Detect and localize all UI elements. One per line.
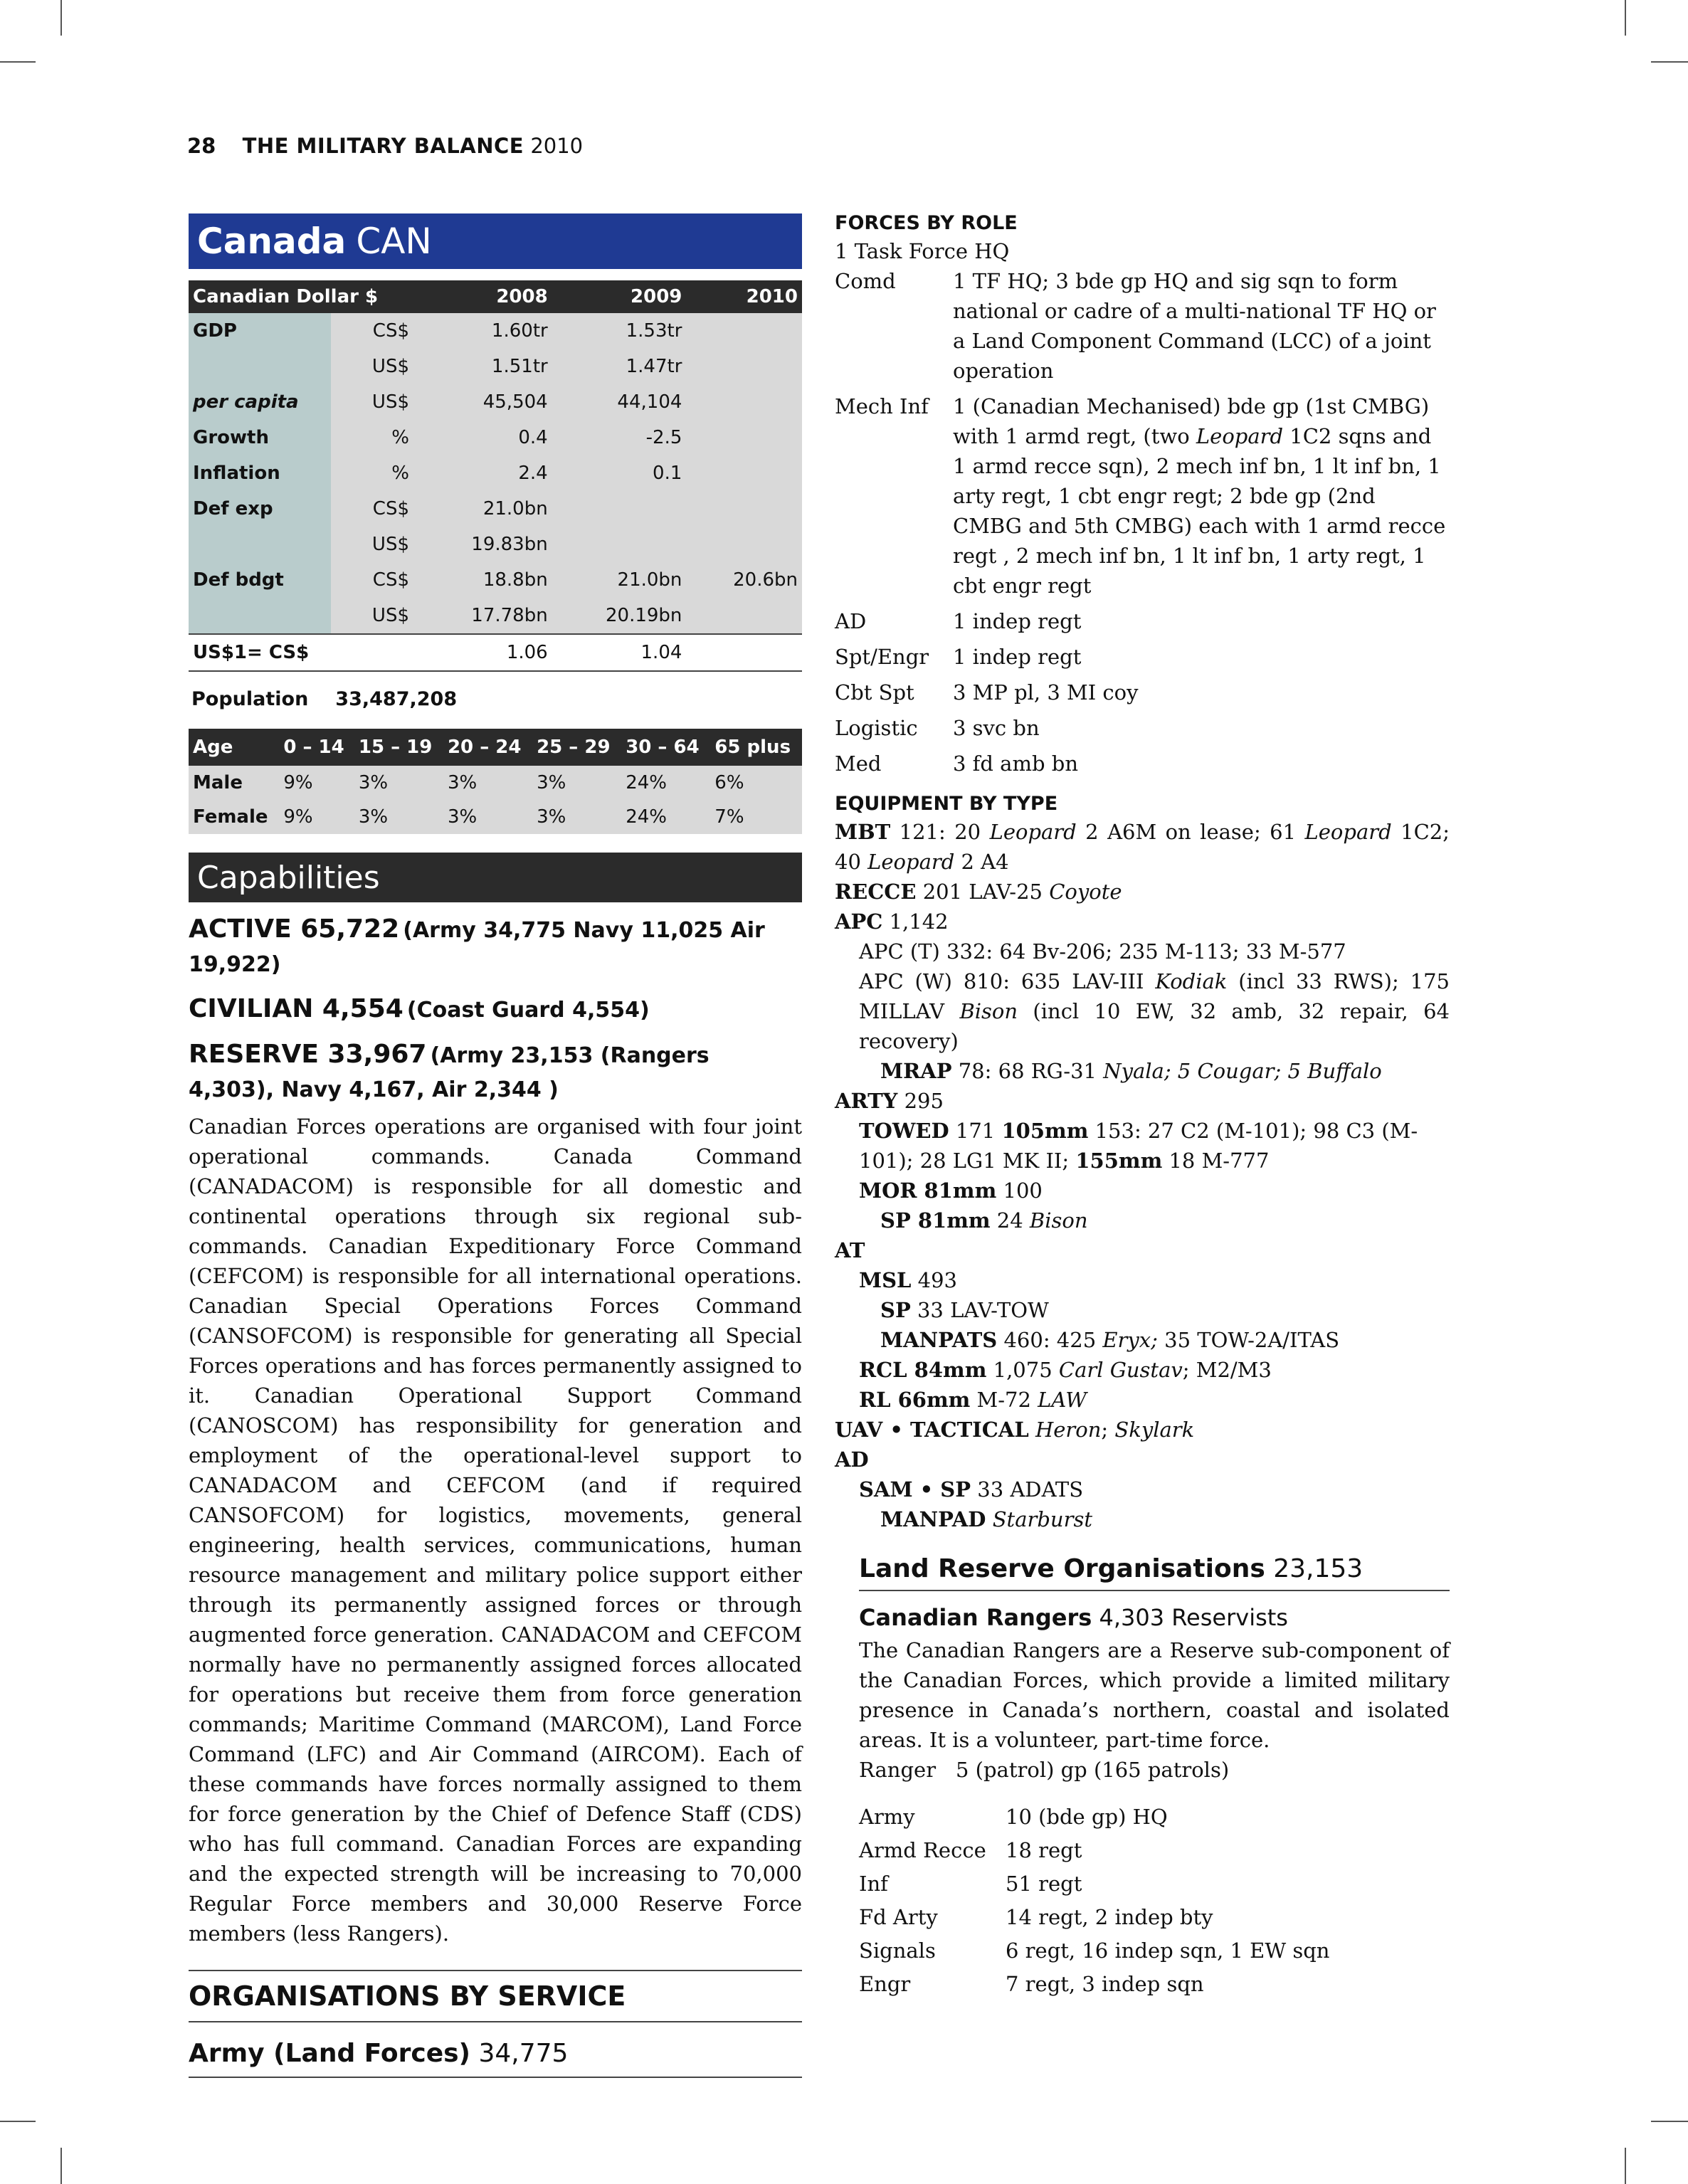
equip-ad bbox=[835, 1445, 1450, 1475]
reserve-desc: 14 regt, 2 indep bty bbox=[1006, 1905, 1213, 1929]
role-row bbox=[835, 266, 1450, 386]
econ-row bbox=[189, 313, 802, 349]
reserve-row bbox=[859, 1901, 1450, 1934]
equip-rl bbox=[835, 1385, 1450, 1415]
age-header: 0 – 14 bbox=[279, 729, 354, 766]
econ-value-2008: 19.83bn bbox=[418, 527, 552, 562]
reserve-key: Fd Arty bbox=[859, 1905, 938, 1929]
econ-header-year: 2009 bbox=[552, 280, 687, 313]
econ-row bbox=[189, 349, 802, 384]
equip-italic: Skylark bbox=[1114, 1418, 1195, 1442]
econ-value-2010 bbox=[686, 384, 802, 420]
role-row bbox=[835, 677, 1450, 707]
econ-value-2010 bbox=[686, 455, 802, 491]
army-heading-value: 34,775 bbox=[478, 2039, 569, 2068]
econ-value-2010 bbox=[686, 598, 802, 634]
equip-text: 1,075 bbox=[986, 1358, 1059, 1382]
equip-mrap bbox=[835, 1056, 1450, 1086]
equip-italic: Leopard bbox=[867, 850, 955, 874]
equip-text: 121: 20 bbox=[890, 820, 990, 844]
econ-header-year: 2008 bbox=[418, 280, 552, 313]
econ-value-2009: -2.5 bbox=[552, 420, 687, 455]
equip-label: RECCE bbox=[835, 880, 917, 904]
age-value: 3% bbox=[532, 766, 621, 800]
equip-text: ; M2/M3 bbox=[1182, 1358, 1272, 1382]
econ-row bbox=[189, 420, 802, 455]
equip-mor bbox=[835, 1176, 1450, 1206]
age-value: 9% bbox=[279, 800, 354, 834]
age-label: Male bbox=[189, 766, 279, 800]
equip-label: APC bbox=[835, 909, 883, 934]
role-key: Mech Inf bbox=[835, 394, 929, 418]
equip-label: MSL bbox=[859, 1268, 912, 1292]
role-row bbox=[835, 642, 1450, 672]
army-heading bbox=[189, 2028, 802, 2078]
role-desc: 1 indep regt bbox=[953, 609, 1082, 633]
role-row bbox=[835, 749, 1450, 779]
equip-italic: Bison bbox=[1029, 1208, 1088, 1233]
equip-italic: Carl Gustav bbox=[1058, 1358, 1183, 1382]
equip-italic: Leopard bbox=[1304, 820, 1392, 844]
econ-currency: US$ bbox=[331, 527, 418, 562]
age-value: 24% bbox=[621, 800, 710, 834]
equip-text bbox=[1029, 1418, 1035, 1442]
active-total: ACTIVE 65,722 bbox=[189, 914, 400, 944]
age-value: 3% bbox=[443, 800, 532, 834]
equip-apc bbox=[835, 907, 1450, 937]
rangers-heading bbox=[859, 1600, 1450, 1635]
econ-value-2008: 17.78bn bbox=[418, 598, 552, 634]
econ-value-2008: 1.51tr bbox=[418, 349, 552, 384]
equip-label: MANPAD bbox=[880, 1507, 986, 1531]
econ-value-2010 bbox=[686, 527, 802, 562]
equip-text: 493 bbox=[911, 1268, 958, 1292]
crop-mark bbox=[60, 0, 62, 36]
ranger-desc: 5 (patrol) gp (165 patrols) bbox=[956, 1758, 1230, 1782]
equip-italic: Kodiak bbox=[1155, 969, 1228, 993]
ranger-row bbox=[859, 1755, 1450, 1785]
reserve-total: RESERVE 33,967 bbox=[189, 1040, 427, 1069]
equip-italic: Heron bbox=[1035, 1418, 1102, 1442]
left-column bbox=[189, 213, 802, 2078]
equip-text bbox=[986, 1507, 992, 1531]
equip-rcl bbox=[835, 1355, 1450, 1385]
equip-text: 24 bbox=[990, 1208, 1030, 1233]
role-key: Comd bbox=[835, 269, 896, 293]
role-key: Cbt Spt bbox=[835, 680, 914, 705]
crop-mark bbox=[1651, 2121, 1688, 2122]
equip-text: 460: 425 bbox=[997, 1328, 1103, 1352]
equip-italic: Leopard bbox=[989, 820, 1077, 844]
publication-year: 2010 bbox=[530, 134, 584, 158]
role-key: Spt/Engr bbox=[835, 645, 929, 669]
rangers-body: The Canadian Rangers are a Reserve sub-component of the Canadian Forces, which provide a limited military presence in Canada’s northern, coastal and isolated areas. It is a volunteer, part-time force. bbox=[859, 1638, 1450, 1752]
exchange-2008: 1.06 bbox=[418, 634, 552, 671]
crop-mark bbox=[0, 61, 36, 63]
equip-manpats bbox=[835, 1325, 1450, 1355]
econ-label: Def exp bbox=[189, 491, 331, 527]
reserve-key: Armd Recce bbox=[859, 1838, 986, 1862]
econ-value-2008: 21.0bn bbox=[418, 491, 552, 527]
age-value: 7% bbox=[710, 800, 802, 834]
role-desc bbox=[953, 391, 1450, 601]
capabilities-body: Canadian Forces operations are organised with four joint operational commands. Canada Command (CANADACOM) is responsible for all domestic and continental operations through six regional sub-commands. Canadian Expeditionary Force Command (CEFCOM) is responsible for all international operations. Canadian Special Operations Forces Command (CANSOFCOM) is responsible for generating all Special Forces operations and has forces permanently assigned to it. Canadian Operational Support Command (CANOSCOM) has responsibility for generation and employment of the operational-level support to CANADACOM and CEFCOM (and if required CANSOFCOM) for logistics, movements, general engineering, health services, communications, human resource management and military police support either through its permanently assigned forces or through augmented force generation. CANADACOM and CEFCOM normally have no permanently assigned forces allocated for operations but receive them from force generation commands; Maritime Command (MARCOM), Land Force Command (LFC) and Air Command (AIRCOM). Each of these commands have forces normally assigned to them for force generation by the Chief of Defence Staff (CDS) who has full command. Canadian Forces are expanding and the expected strength will be increasing to 70,000 Regular Force members and 30,000 Reserve Force members (less Rangers). bbox=[189, 1114, 802, 1946]
equip-text: APC (W) 810: 635 LAV-III bbox=[859, 969, 1156, 993]
page-header bbox=[187, 134, 583, 158]
econ-label: Inflation bbox=[189, 455, 331, 491]
equip-label: MBT bbox=[835, 820, 891, 844]
page-number: 28 bbox=[187, 134, 216, 158]
equip-sp81 bbox=[835, 1206, 1450, 1235]
equip-text: 33 ADATS bbox=[971, 1477, 1084, 1502]
exchange-2010 bbox=[686, 634, 802, 671]
econ-value-2008: 45,504 bbox=[418, 384, 552, 420]
equipment-heading: EQUIPMENT BY TYPE bbox=[835, 793, 1058, 815]
role-desc-italic: Leopard bbox=[1196, 424, 1284, 448]
equip-label: 105mm bbox=[1001, 1119, 1089, 1143]
age-label: Female bbox=[189, 800, 279, 834]
ranger-key: Ranger bbox=[859, 1758, 937, 1782]
econ-header-currency: Canadian Dollar $ bbox=[189, 280, 418, 313]
equip-italic: Coyote bbox=[1049, 880, 1122, 904]
equip-label: RCL 84mm bbox=[859, 1358, 987, 1382]
equip-text: 1,142 bbox=[882, 909, 949, 934]
econ-value-2010 bbox=[686, 349, 802, 384]
organisations-by-service-heading: ORGANISATIONS BY SERVICE bbox=[189, 1970, 802, 2022]
exchange-rate-row bbox=[189, 634, 802, 671]
econ-value-2009: 21.0bn bbox=[552, 562, 687, 598]
role-key: AD bbox=[835, 609, 867, 633]
econ-value-2008: 18.8bn bbox=[418, 562, 552, 598]
reserve-key: Engr bbox=[859, 1972, 911, 1996]
role-desc-part: 1 (Canadian Mechanised) bde gp (1st CMBG) with 1 armd regt, (two bbox=[953, 394, 1430, 448]
equip-label: ARTY bbox=[835, 1089, 898, 1113]
age-value: 9% bbox=[279, 766, 354, 800]
equip-italic: Nyala; 5 Cougar; 5 Buffalo bbox=[1103, 1059, 1382, 1083]
econ-row bbox=[189, 598, 802, 634]
forces-by-role-heading: FORCES BY ROLE bbox=[835, 212, 1018, 234]
exchange-label: US$1= CS$ bbox=[189, 634, 418, 671]
equip-italic: Eryx; bbox=[1102, 1328, 1158, 1352]
equip-label: MOR 81mm bbox=[859, 1178, 997, 1203]
crop-mark bbox=[1625, 2148, 1626, 2184]
role-key: Logistic bbox=[835, 716, 918, 740]
econ-currency: US$ bbox=[331, 384, 418, 420]
equip-text: 1C2; 40 bbox=[835, 820, 1450, 874]
age-header: Age bbox=[189, 729, 279, 766]
equip-text: M-72 bbox=[970, 1388, 1038, 1412]
age-value: 3% bbox=[443, 766, 532, 800]
role-desc-part: 1C2 sqns and 1 armd recce sqn), 2 mech inf bn, 1 lt inf bn, 1 arty regt, 1 cbt engr regt; 2 bde gp (2nd CMBG and 5th CMBG) each with 1 armd recce regt , 2 mech inf bn, 1 lt inf bn, 1 arty regt, 1 cbt engr regt bbox=[953, 424, 1446, 598]
econ-label: GDP bbox=[189, 313, 331, 349]
reserve-row bbox=[859, 1934, 1450, 1968]
equip-text: 18 M-777 bbox=[1162, 1149, 1270, 1173]
right-column bbox=[835, 211, 1450, 2001]
forces-first-line: 1 Task Force HQ bbox=[835, 239, 1010, 263]
age-header: 25 – 29 bbox=[532, 729, 621, 766]
equip-mbt bbox=[835, 817, 1450, 877]
equip-msl bbox=[835, 1265, 1450, 1295]
equip-label: SP 81mm bbox=[880, 1208, 991, 1233]
age-row bbox=[189, 800, 802, 834]
role-desc: 3 fd amb bn bbox=[953, 751, 1078, 776]
econ-row bbox=[189, 455, 802, 491]
age-value: 3% bbox=[532, 800, 621, 834]
land-reserve-name: Land Reserve Organisations bbox=[859, 1554, 1265, 1583]
reserve-desc: 6 regt, 16 indep sqn, 1 EW sqn bbox=[1006, 1938, 1330, 1963]
equip-italic: Starburst bbox=[992, 1507, 1093, 1531]
econ-label bbox=[189, 598, 331, 634]
econ-label: Growth bbox=[189, 420, 331, 455]
reserve-row bbox=[859, 1800, 1450, 1834]
equip-label: 155mm bbox=[1075, 1149, 1163, 1173]
civilian-breakdown: (Coast Guard 4,554) bbox=[406, 998, 650, 1023]
econ-label: Def bdgt bbox=[189, 562, 331, 598]
age-header: 15 – 19 bbox=[354, 729, 443, 766]
equip-text: 35 TOW-2A/ITAS bbox=[1157, 1328, 1340, 1352]
role-row bbox=[835, 391, 1450, 601]
equip-italic: Bison bbox=[959, 999, 1018, 1023]
exchange-2009: 1.04 bbox=[552, 634, 687, 671]
econ-value-2009: 44,104 bbox=[552, 384, 687, 420]
age-header: 65 plus bbox=[710, 729, 802, 766]
age-value: 6% bbox=[710, 766, 802, 800]
country-title-bar bbox=[189, 213, 802, 269]
reserve-section bbox=[835, 1549, 1450, 2001]
capabilities-heading: Capabilities bbox=[189, 853, 802, 902]
equip-label: RL 66mm bbox=[859, 1388, 971, 1412]
econ-currency: CS$ bbox=[331, 313, 418, 349]
equip-arty bbox=[835, 1086, 1450, 1116]
reserve-breakdown: (Army 23,153 (Rangers 4,303), Navy 4,167, Air 2,344 ) bbox=[189, 1043, 710, 1102]
equip-manpad bbox=[835, 1504, 1450, 1534]
econ-label: per capita bbox=[189, 384, 331, 420]
equip-recce bbox=[835, 877, 1450, 907]
equip-label: SAM • SP bbox=[859, 1477, 971, 1502]
equip-label: MANPATS bbox=[880, 1328, 998, 1352]
equip-italic: LAW bbox=[1038, 1388, 1087, 1412]
age-header: 30 – 64 bbox=[621, 729, 710, 766]
equip-text: 100 bbox=[996, 1178, 1043, 1203]
reserve-strength bbox=[189, 1039, 802, 1109]
active-strength bbox=[189, 914, 802, 983]
econ-value-2009 bbox=[552, 491, 687, 527]
rangers-name: Canadian Rangers bbox=[859, 1604, 1092, 1631]
equip-towed bbox=[835, 1116, 1450, 1176]
population-value: 33,487,208 bbox=[335, 688, 458, 710]
age-value: 24% bbox=[621, 766, 710, 800]
econ-label bbox=[189, 349, 331, 384]
age-value: 3% bbox=[354, 800, 443, 834]
age-row bbox=[189, 766, 802, 800]
equip-text: (incl 10 EW, 32 amb, 32 repair, 64 recovery) bbox=[859, 999, 1450, 1053]
country-code: CAN bbox=[356, 221, 432, 262]
reserve-desc: 51 regt bbox=[1006, 1872, 1082, 1896]
age-value: 3% bbox=[354, 766, 443, 800]
econ-currency: US$ bbox=[331, 349, 418, 384]
army-heading-name: Army (Land Forces) bbox=[189, 2039, 470, 2068]
equip-text: ; bbox=[1101, 1418, 1115, 1442]
equip-uav bbox=[835, 1415, 1450, 1445]
equip-text: 2 A4 bbox=[954, 850, 1009, 874]
econ-header-year: 2010 bbox=[686, 280, 802, 313]
role-desc: 3 svc bn bbox=[953, 716, 1040, 740]
reserve-row bbox=[859, 1834, 1450, 1867]
econ-currency: CS$ bbox=[331, 491, 418, 527]
reserve-desc: 7 regt, 3 indep sqn bbox=[1006, 1972, 1204, 1996]
equip-label: AT bbox=[835, 1238, 865, 1262]
age-header: 20 – 24 bbox=[443, 729, 532, 766]
reserve-key: Army bbox=[859, 1805, 915, 1829]
equip-label: UAV • TACTICAL bbox=[835, 1418, 1029, 1442]
econ-currency: US$ bbox=[331, 598, 418, 634]
econ-value-2009: 0.1 bbox=[552, 455, 687, 491]
econ-currency: % bbox=[331, 455, 418, 491]
role-desc: 1 TF HQ; 3 bde gp HQ and sig sqn to form national or cadre of a multi-national TF HQ or a Land Component Command (LCC) of a joint operation bbox=[953, 269, 1436, 383]
land-reserve-value: 23,153 bbox=[1273, 1554, 1363, 1583]
civilian-total: CIVILIAN 4,554 bbox=[189, 994, 403, 1023]
econ-currency: CS$ bbox=[331, 562, 418, 598]
econ-currency: % bbox=[331, 420, 418, 455]
equip-apc-t: APC (T) 332: 64 Bv-206; 235 M-113; 33 M-577 bbox=[859, 939, 1346, 964]
country-name: Canada bbox=[197, 221, 347, 262]
publication-title: THE MILITARY BALANCE bbox=[242, 134, 524, 158]
role-desc: 1 indep regt bbox=[953, 645, 1082, 669]
econ-value-2010: 20.6bn bbox=[686, 562, 802, 598]
econ-value-2010 bbox=[686, 313, 802, 349]
role-row bbox=[835, 713, 1450, 743]
civilian-strength bbox=[189, 993, 802, 1029]
active-breakdown: (Army 34,775 Navy 11,025 Air 19,922) bbox=[189, 918, 765, 977]
equip-at bbox=[835, 1235, 1450, 1265]
role-desc: 3 MP pl, 3 MI coy bbox=[953, 680, 1139, 705]
rangers-value: 4,303 Reservists bbox=[1099, 1604, 1288, 1631]
reserve-key: Signals bbox=[859, 1938, 936, 1963]
equip-label: AD bbox=[835, 1447, 869, 1472]
equip-label: TOWED bbox=[859, 1119, 949, 1143]
econ-row bbox=[189, 562, 802, 598]
econ-row bbox=[189, 491, 802, 527]
equip-text: 295 bbox=[897, 1089, 944, 1113]
crop-mark bbox=[1625, 0, 1626, 36]
econ-value-2009: 1.47tr bbox=[552, 349, 687, 384]
equip-text: (incl 33 RWS); 175 MILLAV bbox=[859, 969, 1450, 1023]
econ-label bbox=[189, 527, 331, 562]
equip-text: 33 LAV-TOW bbox=[910, 1298, 1049, 1322]
reserve-desc: 10 (bde gp) HQ bbox=[1006, 1805, 1168, 1829]
reserve-desc: 18 regt bbox=[1006, 1838, 1082, 1862]
role-row bbox=[835, 606, 1450, 636]
crop-mark bbox=[0, 2121, 36, 2122]
econ-value-2008: 2.4 bbox=[418, 455, 552, 491]
equip-sp bbox=[835, 1295, 1450, 1325]
econ-value-2009 bbox=[552, 527, 687, 562]
reserve-row bbox=[859, 1968, 1450, 2001]
reserve-row bbox=[859, 1867, 1450, 1901]
population-row bbox=[189, 682, 802, 717]
role-key: Med bbox=[835, 751, 882, 776]
equip-text: 201 LAV-25 bbox=[916, 880, 1050, 904]
reserve-key: Inf bbox=[859, 1872, 888, 1896]
equip-text: 153: 27 C2 (M-101); 98 C3 (M-101); 28 LG1 MK II; bbox=[859, 1119, 1418, 1173]
econ-value-2010 bbox=[686, 420, 802, 455]
econ-row bbox=[189, 384, 802, 420]
equip-text: 2 A6M on lease; 61 bbox=[1076, 820, 1305, 844]
equip-label: SP bbox=[880, 1298, 911, 1322]
crop-mark bbox=[1651, 61, 1688, 63]
equip-label: MRAP bbox=[880, 1059, 952, 1083]
land-reserve-heading bbox=[859, 1549, 1450, 1591]
econ-value-2008: 1.60tr bbox=[418, 313, 552, 349]
age-table bbox=[189, 729, 802, 834]
equip-sam bbox=[835, 1475, 1450, 1504]
econ-row bbox=[189, 527, 802, 562]
economic-table bbox=[189, 280, 802, 672]
crop-mark bbox=[60, 2148, 62, 2184]
equip-text: 78: 68 RG-31 bbox=[951, 1059, 1104, 1083]
econ-value-2009: 20.19bn bbox=[552, 598, 687, 634]
econ-value-2008: 0.4 bbox=[418, 420, 552, 455]
econ-value-2009: 1.53tr bbox=[552, 313, 687, 349]
equip-text: 171 bbox=[949, 1119, 1002, 1143]
population-label: Population bbox=[191, 688, 309, 710]
econ-value-2010 bbox=[686, 491, 802, 527]
equip-apc-w bbox=[835, 966, 1450, 1056]
